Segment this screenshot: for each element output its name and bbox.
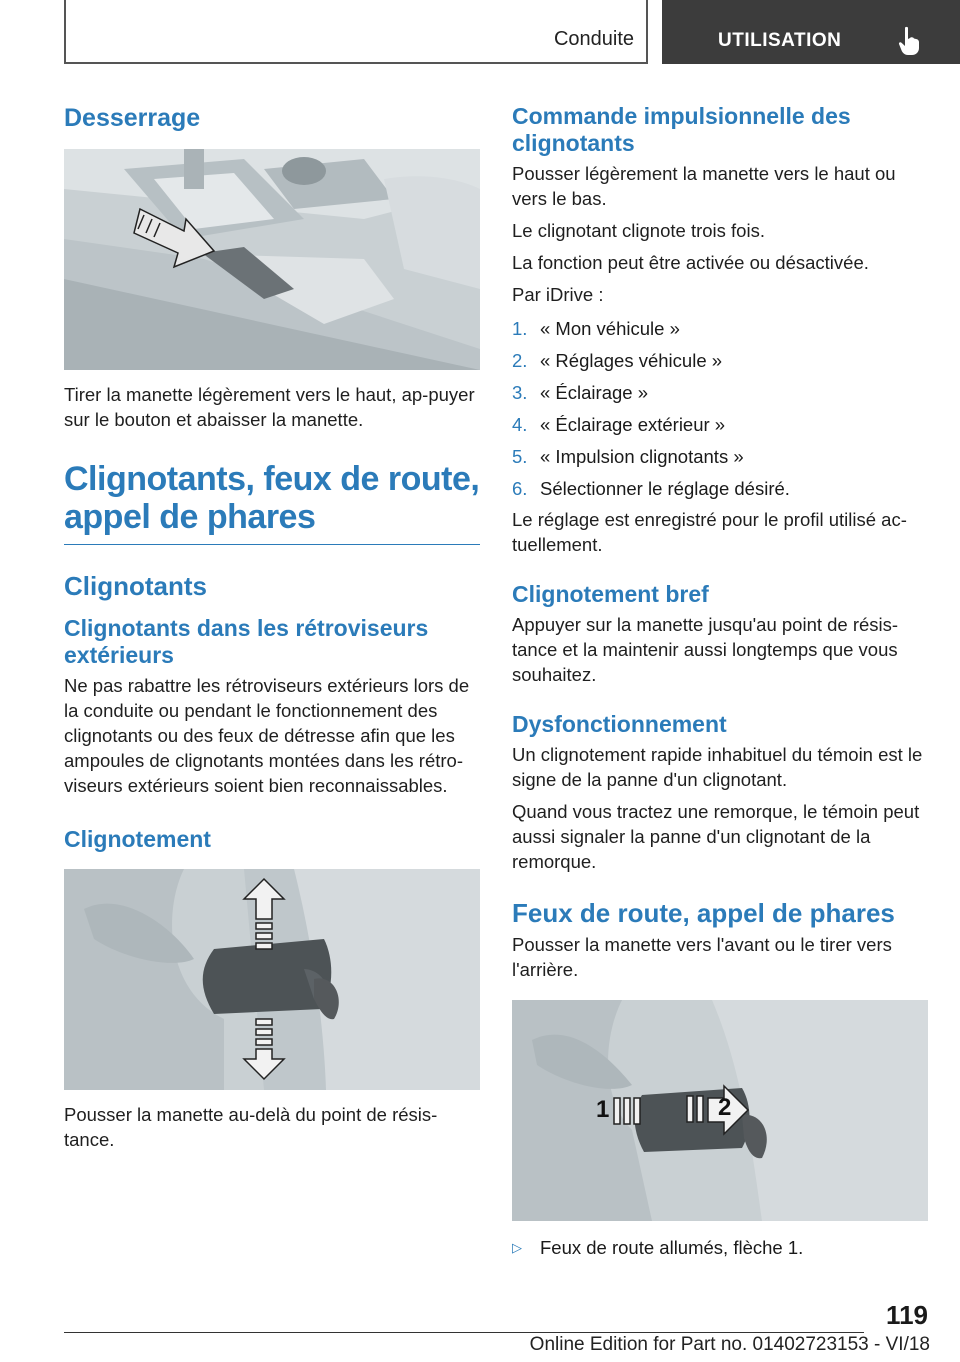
chapter-heading: Clignotants, feux de route, appel de phares (64, 460, 480, 545)
header-section-box (64, 0, 648, 64)
desserrage-text: Tirer la manette légèrement vers le haut, ap-puyer sur le bouton et abaisser la manette. (64, 384, 475, 430)
impulsion-text-1: Pousser légèrement la manette vers le haut ou vers le bas. (512, 163, 896, 209)
impulsion-text-3: La fonction peut être activée ou désactivée. (512, 252, 869, 273)
turn-signal-lever-figure (64, 869, 480, 1090)
retroviseurs-heading: Clignotants dans les rétroviseurs extérieurs (64, 615, 429, 668)
figure-label-2: 2 (718, 1094, 732, 1121)
clignotement-heading: Clignotement (64, 826, 211, 852)
parking-brake-figure (64, 149, 480, 370)
list-item: 6. Sélectionner le réglage désiré. (512, 478, 790, 499)
header-section-title: Conduite (553, 28, 634, 50)
impulsion-text-5: Le réglage est enregistré pour le profil utilisé ac-tuellement. (512, 509, 907, 555)
right-column (512, 98, 928, 1260)
dysfonctionnement-heading: Dysfonctionnement (512, 711, 727, 737)
pointing-hand-icon (898, 26, 922, 56)
impulsion-text-2: Le clignotant clignote trois fois. (512, 220, 765, 241)
feux-heading: Feux de route, appel de phares (512, 898, 895, 928)
bref-text: Appuyer sur la manette jusqu'au point de résis-tance et la maintenir aussi longtemps que vous souhaitez. (512, 614, 899, 685)
list-item: 2. « Réglages véhicule » (512, 350, 723, 371)
impulsion-text-4: Par iDrive : (512, 284, 604, 305)
triangle-bullet-icon: ▷ (512, 1240, 522, 1255)
footer-divider (64, 1332, 864, 1333)
list-item: 4. « Éclairage extérieur » (512, 414, 726, 435)
list-item: 1. « Mon véhicule » (512, 318, 680, 339)
figure-label-1: 1 (596, 1096, 610, 1123)
desserrage-heading: Desserrage (64, 104, 201, 132)
left-column (64, 98, 480, 1152)
footer-edition: Online Edition for Part no. 01402723153 - VI/18 (529, 1334, 930, 1355)
dysfonctionnement-text-1: Un clignotement rapide inhabituel du témoin est le signe de la panne d'un clignotant. (512, 744, 923, 790)
list-item: ▷ Feux de route allumés, flèche 1. (512, 1237, 804, 1258)
impulsion-heading: Commande impulsionnelle des clignotants (512, 103, 851, 156)
list-item: 5. « Impulsion clignotants » (512, 446, 744, 467)
bref-heading: Clignotement bref (512, 581, 709, 607)
clignotants-heading: Clignotants (64, 571, 207, 601)
header-chapter-title: UTILISATION (718, 30, 842, 51)
high-beam-figure (512, 1000, 928, 1221)
page-number: 119 (886, 1300, 928, 1330)
list-item: 3. « Éclairage » (512, 382, 648, 403)
clignotement-text: Pousser la manette au-delà du point de résis-tance. (64, 1104, 438, 1150)
feux-text: Pousser la manette vers l'avant ou le tirer vers l'arrière. (512, 934, 892, 980)
dysfonctionnement-text-2: Quand vous tractez une remorque, le témoin peut aussi signaler la panne d'un clignotant de la remorque. (512, 801, 920, 872)
retroviseurs-text: Ne pas rabattre les rétroviseurs extérieurs lors de la conduite ou pendant le fonctionnement des clignotants ou des feux de détresse afin que les ampoules de clignotants montées dans les rétro-viseurs extérieurs soient bien reconnaissables. (64, 675, 470, 796)
header-chapter-box (662, 0, 960, 64)
arrow-1-icon (614, 1098, 640, 1124)
idrive-steps (512, 313, 928, 505)
